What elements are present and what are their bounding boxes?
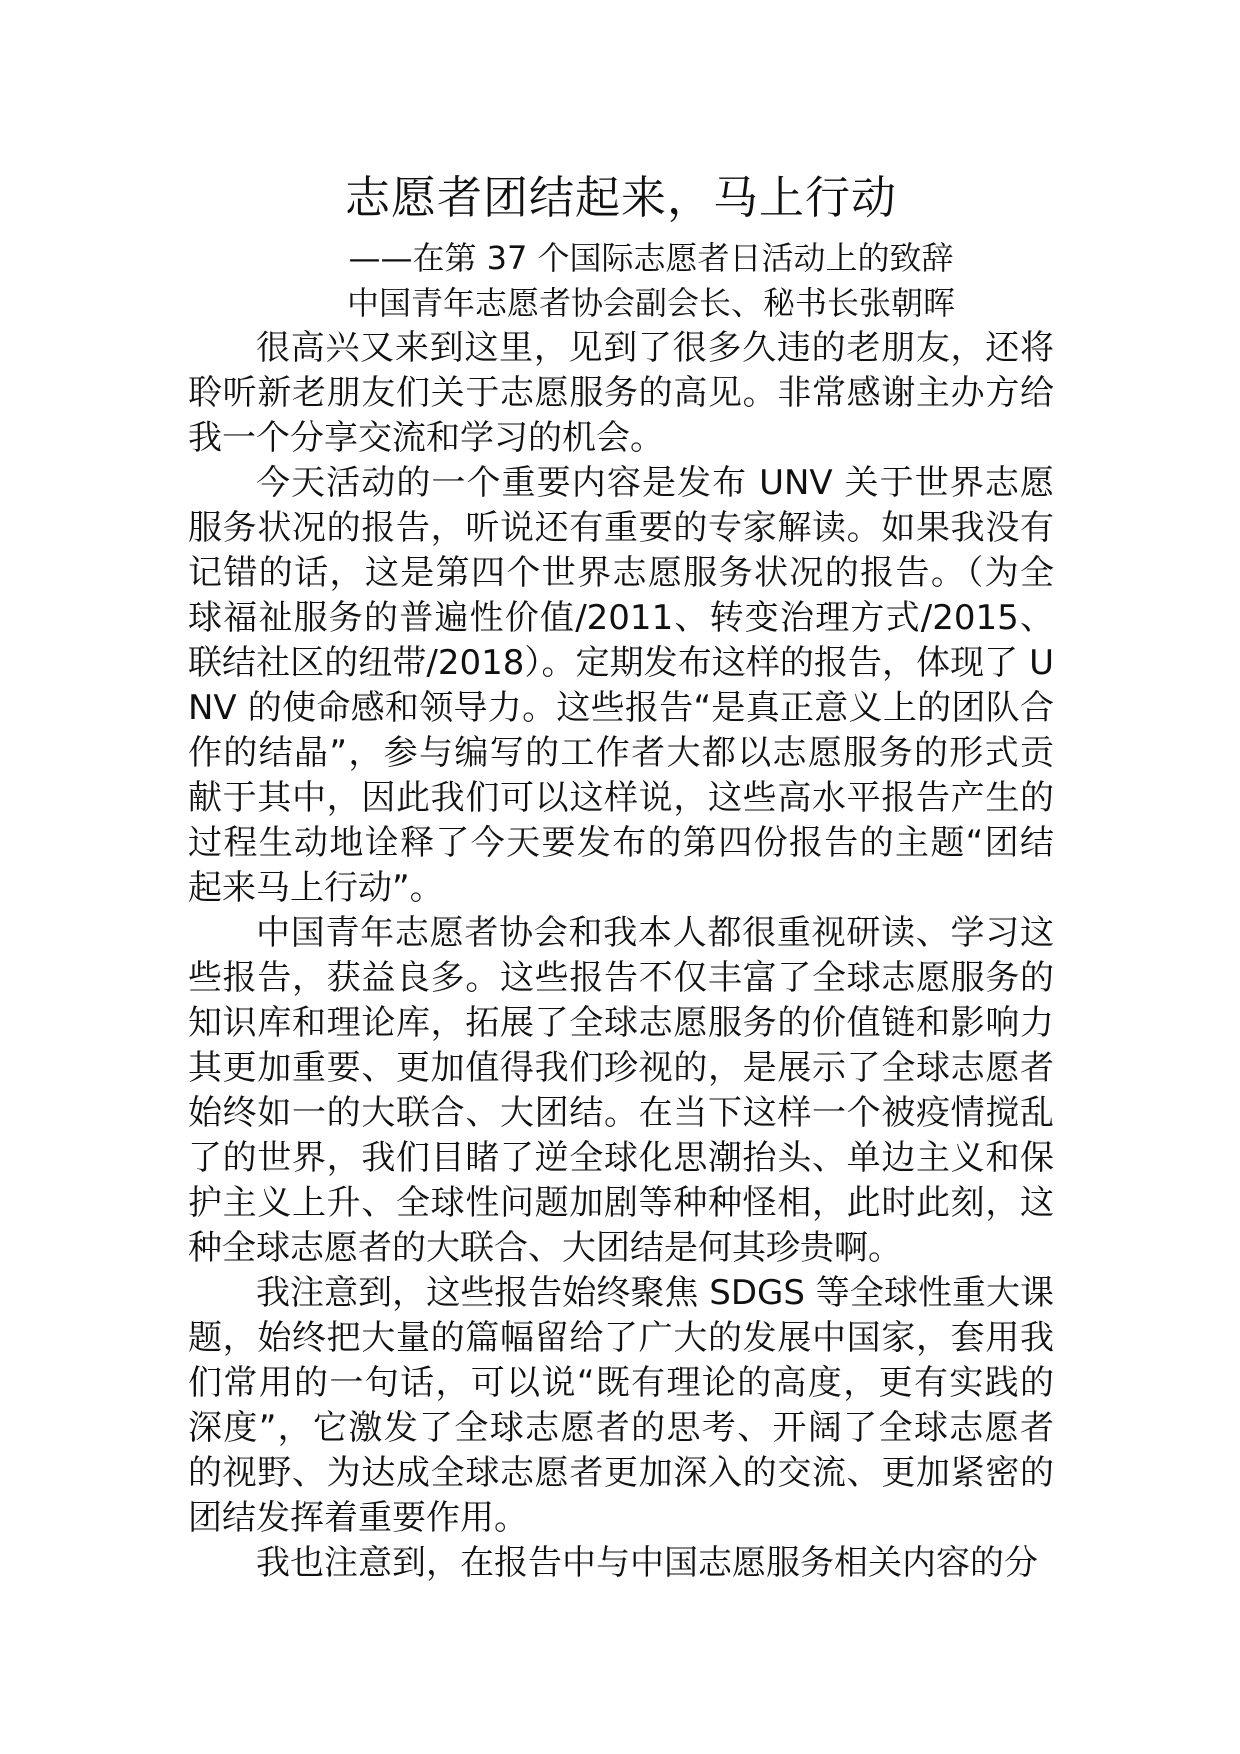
document-body xyxy=(188,326,1054,1586)
document-subtitle: ——在第 37 个国际志愿者日活动上的致辞 xyxy=(348,239,954,277)
document-author: 中国青年志愿者协会副会长、秘书长张朝晖 xyxy=(346,284,955,322)
paragraph-5: 我也注意到，在报告中与中国志愿服务相关内容的分 xyxy=(256,1543,1038,1583)
document-title: 志愿者团结起来，马上行动 xyxy=(344,171,897,224)
paragraph-1: 很高兴又来到这里，见到了很多久违的老朋友，还将聆听新老朋友们关于志愿服务的高见。非常感谢主办方给我一个分享交流和学习的机会。 xyxy=(188,328,1054,458)
document-page xyxy=(188,160,1054,1586)
paragraph-4: 我注意到，这些报告始终聚焦 SDGS 等全球性重大课题，始终把大量的篇幅留给了广大的发展中国家，套用我们常用的一句话，可以说“既有理论的高度，更有实践的深度”，它激发了全球志愿者的思考、开阔了全球志愿者的视野、为达成全球志愿者更加深入的交流、更加紧密的团结发挥着重要作用。 xyxy=(188,1273,1054,1538)
paragraph-3: 中国青年志愿者协会和我本人都很重视研读、学习这些报告，获益良多。这些报告不仅丰富了全球志愿服务的知识库和理论库，拓展了全球志愿服务的价值链和影响力其更加重要、更加值得我们珍视的，是展示了全球志愿者始终如一的大联合、大团结。在当下这样一个被疫情搅乱了的世界，我们目睹了逆全球化思潮抬头、单边主义和保护主义上升、全球性问题加剧等种种怪相，此时此刻，这种全球志愿者的大联合、大团结是何其珍贵啊。 xyxy=(188,913,1054,1268)
paragraph-2: 今天活动的一个重要内容是发布 UNV 关于世界志愿服务状况的报告，听说还有重要的专家解读。如果我没有记错的话，这是第四个世界志愿服务状况的报告。（为全球福祉服务的普遍性价值/2011、转变治理方式/2015、联结社区的纽带/2018）。定期发布这样的报告，体现了 UNV 的使命感和领导力。这些报告“是真正意义上的团队合作的结晶”，参与编写的工作者大都以志愿服务的形式贡献于其中，因此我们可以这样说，这些高水平报告产生的过程生动地诠释了今天要发布的第四份报告的主题“团结起来马上行动”。 xyxy=(188,463,1054,908)
